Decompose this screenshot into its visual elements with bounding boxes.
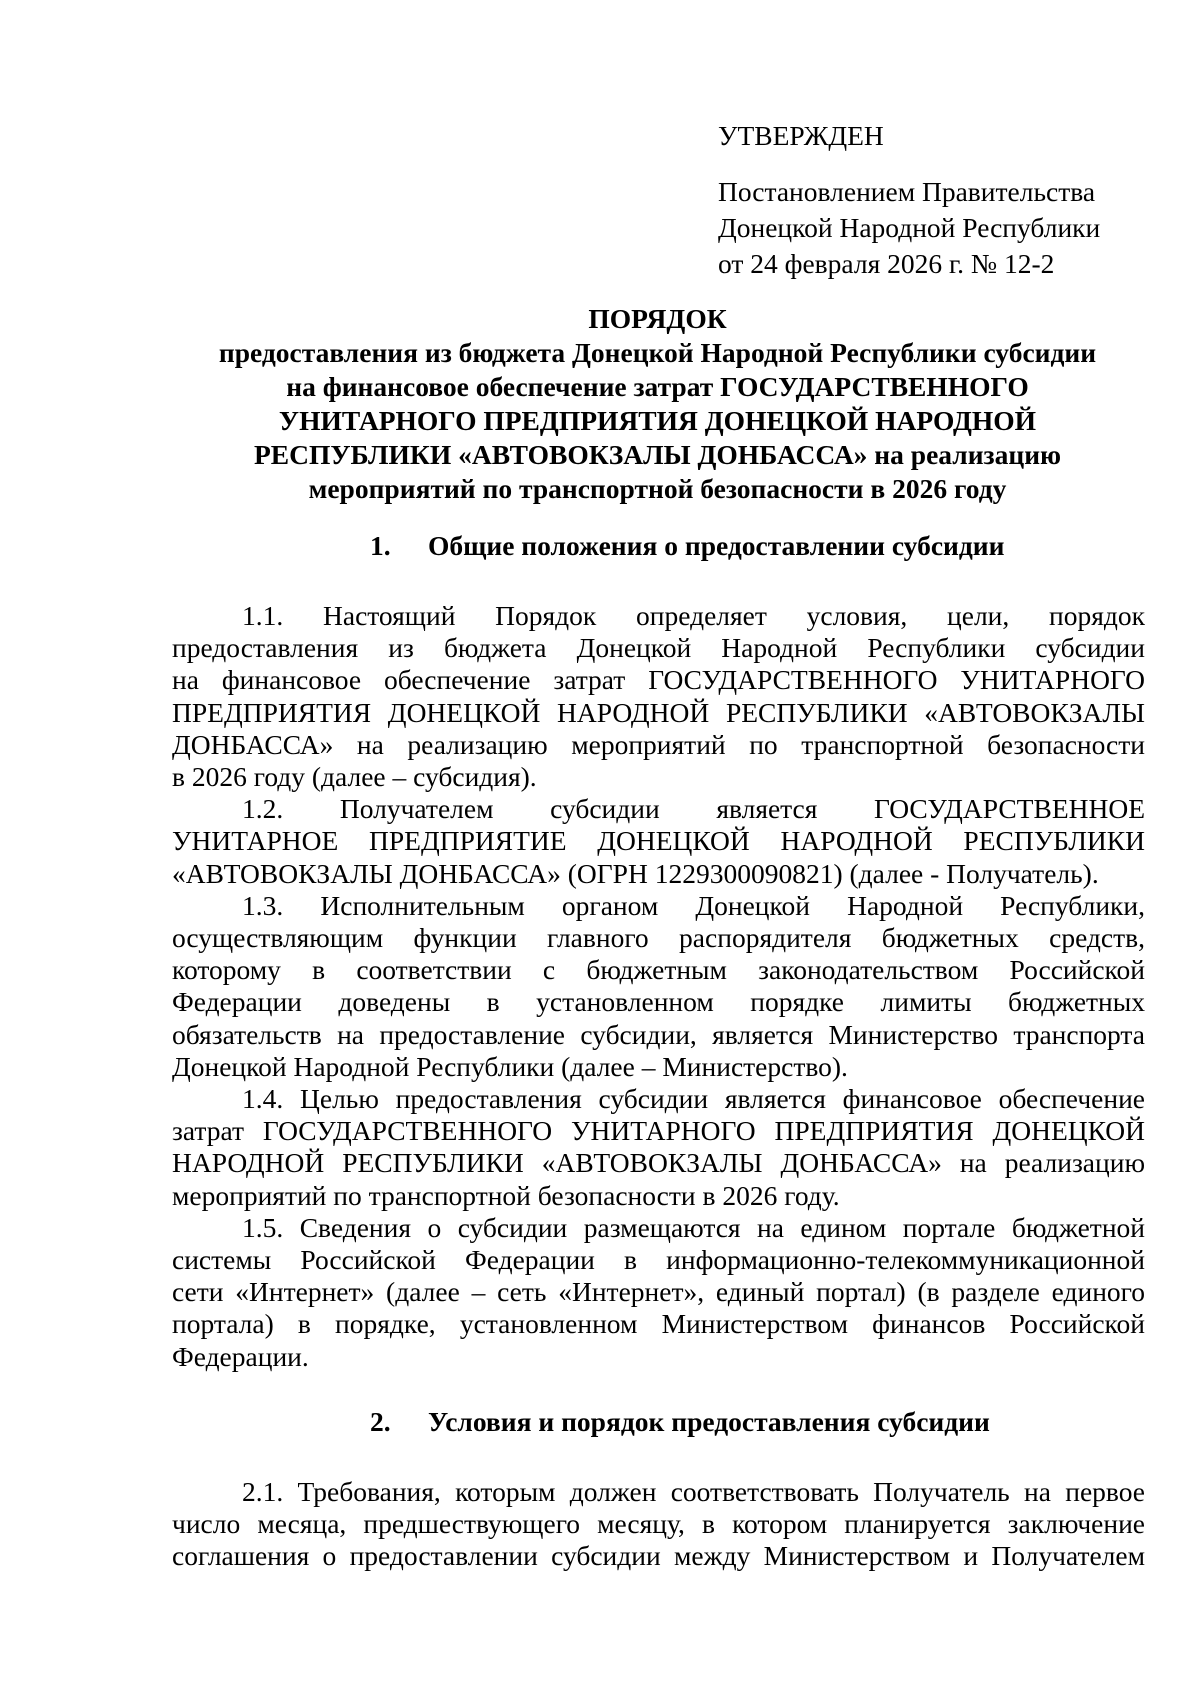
text-line: число месяца, предшествующего месяцу, в котором планируется заключение <box>172 1508 1145 1540</box>
text-line: 1.4. Целью предоставления субсидии является финансовое обеспечение <box>242 1083 1145 1115</box>
section-1-body <box>172 600 1145 1373</box>
text-line: 1.1. Настоящий Порядок определяет условия, цели, порядок <box>242 600 1145 631</box>
text-line: в 2026 году (далее – субсидия). <box>172 761 537 793</box>
title-line: на финансовое обеспечение затрат ГОСУДАРСТВЕННОГО <box>286 371 1029 402</box>
paragraph-1-2 <box>172 793 1145 890</box>
text-line: системы Российской Федерации в информационно-телекоммуникационной <box>172 1244 1145 1276</box>
text-line: соглашения о предоставлении субсидии между Министерством и Получателем <box>172 1540 1145 1572</box>
section-heading-2 <box>370 1405 990 1439</box>
document-title <box>170 302 1145 506</box>
text-line: Федерации. <box>172 1340 309 1372</box>
paragraph-1-3 <box>172 890 1145 1083</box>
approval-line: Постановлением Правительства <box>718 176 1096 207</box>
text-line: затрат ГОСУДАРСТВЕННОГО УНИТАРНОГО ПРЕДПРИЯТИЯ ДОНЕЦКОЙ <box>172 1115 1145 1147</box>
text-line: Федерации доведены в установленном порядке лимиты бюджетных <box>172 986 1145 1018</box>
text-line: сети «Интернет» (далее – сеть «Интернет», единый портал) (в разделе единого <box>172 1276 1145 1308</box>
title-line: мероприятий по транспортной безопасности в 2026 году <box>308 473 1007 504</box>
text-line: обязательств на предоставление субсидии, является Министерство транспорта <box>172 1018 1145 1050</box>
text-line: «АВТОВОКЗАЛЫ ДОНБАССА» (ОГРН 1229300090821) (далее - Получатель). <box>172 857 1099 889</box>
paragraph-1-4 <box>172 1083 1145 1212</box>
text-line: Донецкой Народной Республики (далее – Министерство). <box>172 1050 848 1082</box>
text-line: НАРОДНОЙ РЕСПУБЛИКИ «АВТОВОКЗАЛЫ ДОНБАССА» на реализацию <box>172 1147 1145 1179</box>
text-line: осуществляющим функции главного распорядителя бюджетных средств, <box>172 922 1145 954</box>
approval-line: от 24 февраля 2026 г. № 12-2 <box>718 248 1055 279</box>
text-line: 1.2. Получателем субсидии является ГОСУДАРСТВЕННОЕ <box>242 793 1145 825</box>
text-line: 1.5. Сведения о субсидии размещаются на едином портале бюджетной <box>242 1211 1145 1243</box>
title-line: предоставления из бюджета Донецкой Народной Республики субсидии <box>218 337 1097 368</box>
approval-stamp <box>718 118 1100 282</box>
title-line: РЕСПУБЛИКИ «АВТОВОКЗАЛЫ ДОНБАССА» на реализацию <box>253 439 1062 470</box>
approval-line: Донецкой Народной Республики <box>718 212 1101 243</box>
text-line: портала) в порядке, установленном Министерством финансов Российской <box>172 1308 1145 1340</box>
section-number: 2. <box>370 1406 391 1437</box>
paragraph-1-5 <box>172 1212 1145 1373</box>
section-number: 1. <box>370 530 391 561</box>
approved-label: УТВЕРЖДЕН <box>718 120 884 151</box>
paragraph-2-1 <box>172 1476 1145 1573</box>
text-line: предоставления из бюджета Донецкой Народной Республики субсидии <box>172 632 1145 664</box>
section-heading-1 <box>370 529 1004 563</box>
title-line: УНИТАРНОГО ПРЕДПРИЯТИЯ ДОНЕЦКОЙ НАРОДНОЙ <box>278 405 1037 436</box>
text-line: 2.1. Требования, которым должен соответствовать Получатель на первое <box>242 1476 1145 1507</box>
title-main: ПОРЯДОК <box>588 303 727 334</box>
text-line: на финансовое обеспечение затрат ГОСУДАРСТВЕННОГО УНИТАРНОГО <box>172 664 1145 696</box>
text-line: ПРЕДПРИЯТИЯ ДОНЕЦКОЙ НАРОДНОЙ РЕСПУБЛИКИ «АВТОВОКЗАЛЫ <box>172 696 1145 728</box>
text-line: 1.3. Исполнительным органом Донецкой Народной Республики, <box>242 889 1145 921</box>
text-line: УНИТАРНОЕ ПРЕДПРИЯТИЕ ДОНЕЦКОЙ НАРОДНОЙ РЕСПУБЛИКИ <box>172 825 1145 857</box>
section-title: Общие положения о предоставлении субсидии <box>428 530 1005 561</box>
text-line: которому в соответствии с бюджетным законодательством Российской <box>172 954 1145 986</box>
text-line: ДОНБАССА» на реализацию мероприятий по транспортной безопасности <box>172 728 1145 760</box>
text-line: мероприятий по транспортной безопасности в 2026 году. <box>172 1179 840 1211</box>
section-2-body <box>172 1476 1145 1573</box>
paragraph-1-1 <box>172 600 1145 793</box>
section-title: Условия и порядок предоставления субсидии <box>428 1406 990 1437</box>
